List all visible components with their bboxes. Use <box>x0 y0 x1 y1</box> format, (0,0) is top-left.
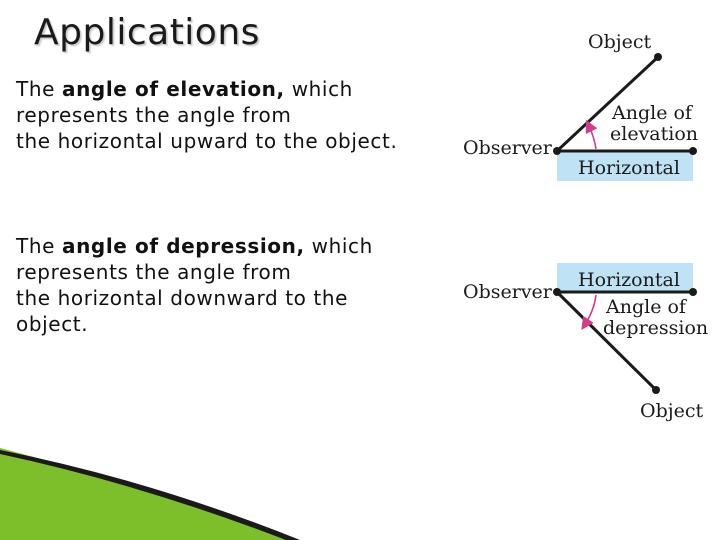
depression-diagram <box>463 263 708 422</box>
depression-intro: The <box>16 234 55 258</box>
depression-object-dot <box>652 386 660 394</box>
elevation-angle-label-2: elevation <box>610 123 699 145</box>
depression-term: angle of depression, <box>61 234 305 258</box>
depression-line-3: the horizontal downward to the <box>16 286 349 310</box>
elevation-angle-label-1: Angle of <box>612 102 692 124</box>
elevation-line-2: represents the angle from <box>16 103 292 127</box>
elevation-horizontal-label: Horizontal <box>578 157 680 179</box>
elevation-diagram <box>463 31 698 181</box>
elevation-line-3: the horizontal upward to the object. <box>16 129 398 153</box>
depression-line-2: represents the angle from <box>16 260 292 284</box>
decorative-footer-swoosh <box>0 440 720 540</box>
depression-line1-rest: which <box>311 234 373 258</box>
depression-horizontal-end-dot <box>689 288 697 296</box>
depression-angle-label-1: Angle of <box>606 296 686 318</box>
slide-title: Applications <box>34 12 260 53</box>
elevation-intro: The <box>16 77 55 101</box>
depression-observer-dot <box>553 288 561 296</box>
elevation-object-dot <box>654 53 662 61</box>
elevation-angle-arrow <box>588 124 596 149</box>
elevation-observer-dot <box>553 147 561 155</box>
elevation-observer-label: Observer <box>463 137 552 159</box>
elevation-term: angle of elevation, <box>61 77 285 101</box>
elevation-horizontal-end-dot <box>689 147 697 155</box>
depression-line-4: object. <box>16 312 89 336</box>
depression-observer-label: Observer <box>463 281 552 303</box>
depression-object-label: Object <box>640 400 704 422</box>
elevation-object-label: Object <box>588 31 652 53</box>
elevation-line1-rest: which <box>291 77 353 101</box>
depression-horizontal-label: Horizontal <box>578 269 680 291</box>
depression-angle-label-2: depression <box>603 317 709 339</box>
